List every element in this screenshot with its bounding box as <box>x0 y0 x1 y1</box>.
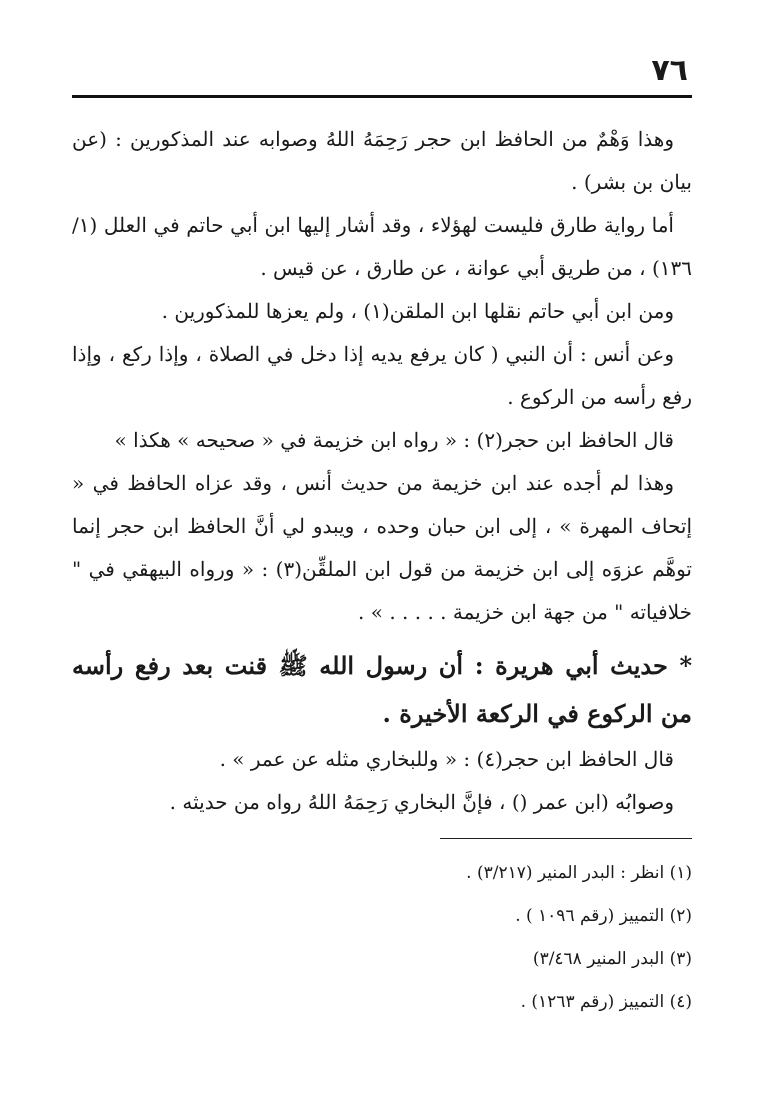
footnote: (٢) التمييز (رقم ١٠٩٦ ) . <box>515 906 692 926</box>
footnote: (٣) البدر المنير ٣/٤٦٨) <box>532 949 692 969</box>
footnotes <box>72 852 692 1024</box>
paragraph: وهذا لم أجده عند ابن خزيمة من حديث أنس ، وقد عزاه الحافظ في « إتحاف المهرة » ، إلى ابن حبان وحده ، ويبدو لي أنَّ الحافظ ابن حجر إنما توهَّم عزوَه إلى ابن خزيمة من قول ابن الملقِّن(٣) : « ورواه البيهقي في " خلافياته " من جهة ابن خزيمة . . . . . » . <box>72 471 693 624</box>
footnote: (٤) التمييز (رقم ١٢٦٣) . <box>520 992 692 1012</box>
paragraph: قال الحافظ ابن حجر(٤) : « وللبخاري مثله عن عمر » . <box>219 747 674 771</box>
footnote-separator <box>440 838 692 839</box>
paragraph: وعن أنس : أن النبي ( كان يرفع يديه إذا دخل في الصلاة ، وإذا ركع ، وإذا رفع رأسه من الركوع . <box>72 342 692 409</box>
paragraph: قال الحافظ ابن حجر(٢) : « رواه ابن خزيمة في « صحيحه » هكذا » <box>114 428 674 452</box>
paragraph: أما رواية طارق فليست لهؤلاء ، وقد أشار إليها ابن أبي حاتم في العلل (١/ ١٣٦) ، من طريق أبي عوانة ، عن طارق ، عن قيس . <box>72 213 692 280</box>
header-rule <box>72 95 692 98</box>
paragraph: ومن ابن أبي حاتم نقلها ابن الملقن(١) ، ولم يعزها للمذكورين . <box>161 299 674 323</box>
hadith-heading: * حديث أبي هريرة : أن رسول الله ﷺ قنت بعد رفع رأسه من الركوع في الركعة الأخيرة . <box>72 651 692 728</box>
main-text <box>72 118 692 824</box>
paragraph: وصوابُه (ابن عمر () ، فإنَّ البخاري رَحِمَهُ اللهُ رواه من حديثه . <box>169 790 674 814</box>
page-number: ٧٦ <box>651 53 688 88</box>
paragraph: وهذا وَهْمٌ من الحافظ ابن حجر رَحِمَهُ اللهُ وصوابه عند المذكورين : (عن بيان بن بشر) . <box>72 127 692 194</box>
footnote: (١) انظر : البدر المنير (٣/٢١٧) . <box>466 863 692 883</box>
